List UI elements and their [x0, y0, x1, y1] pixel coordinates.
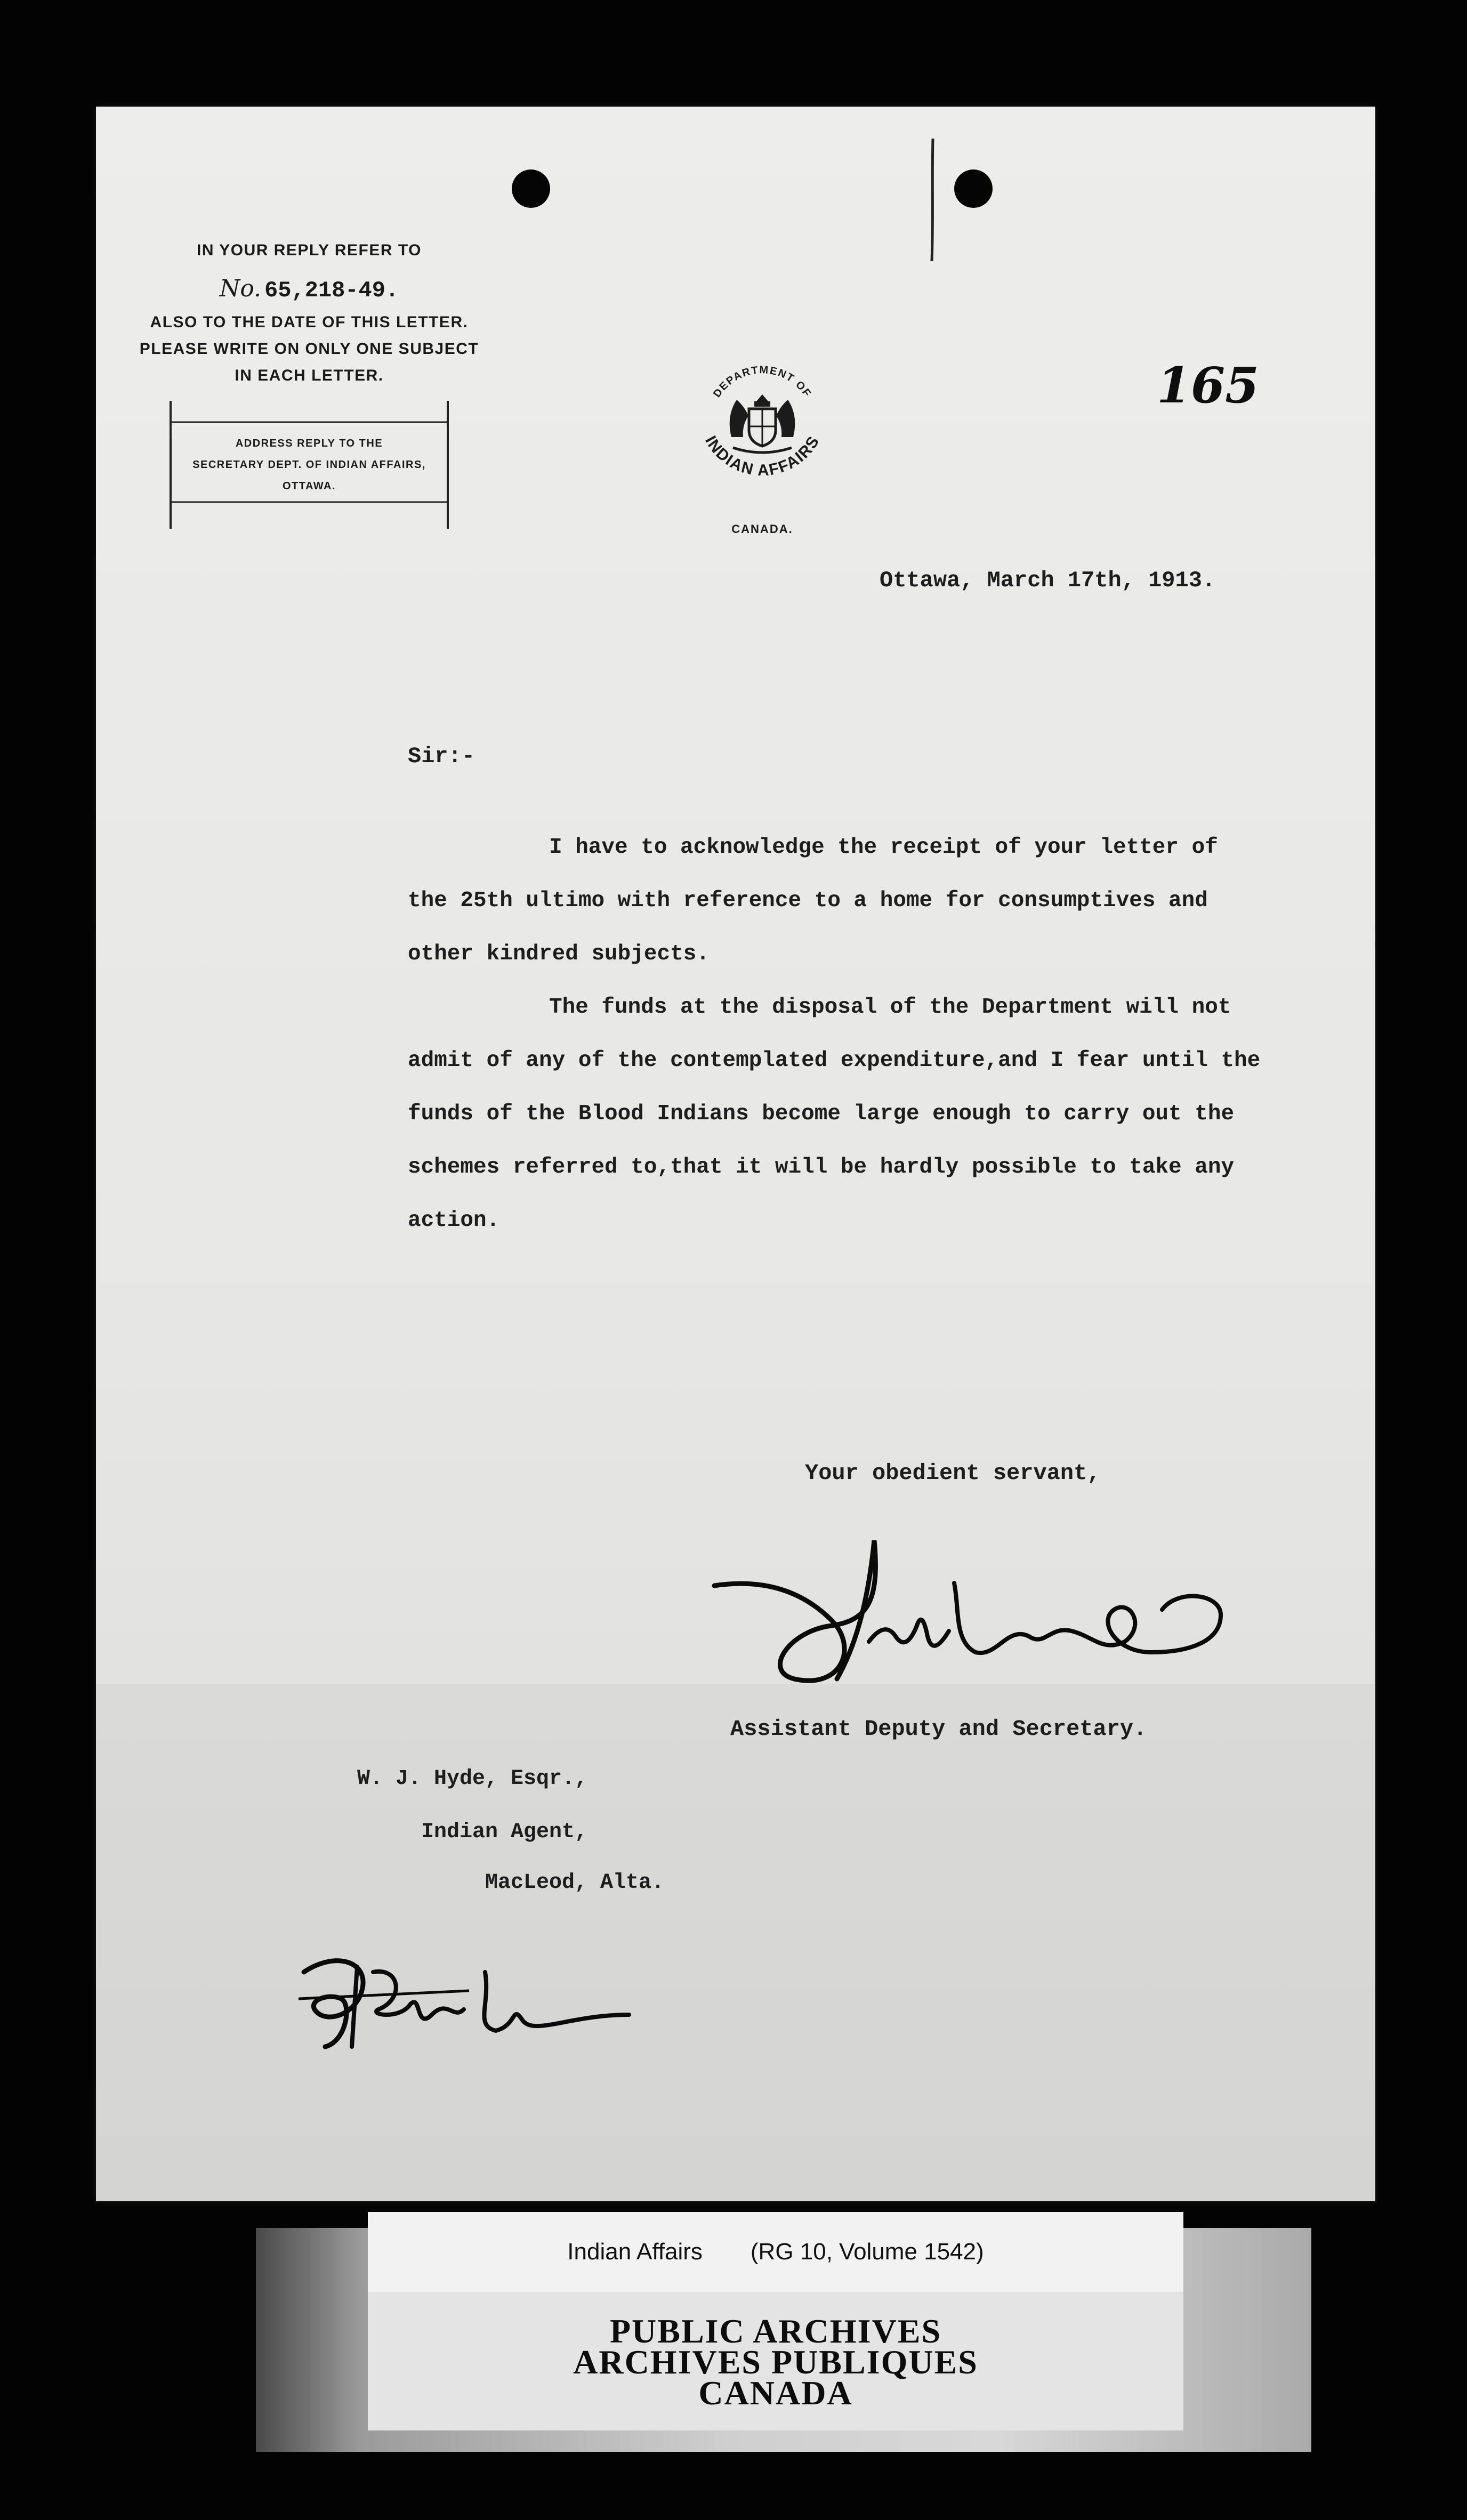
reference-instruction: IN YOUR REPLY REFER TO: [197, 241, 422, 259]
letter-page: [96, 107, 1375, 2201]
reference-block: [139, 237, 480, 529]
crest-arc-text: DEPARTMENT OF: [711, 364, 813, 400]
address-instructions: [165, 433, 453, 497]
letter-date: Ottawa, March 17th, 1913.: [880, 568, 1216, 593]
reference-number-value: 65,218-49.: [264, 278, 399, 303]
crest-main-text: INDIAN AFFAIRS: [702, 432, 824, 480]
addressee-name: W. J. Hyde, Esqr.,: [357, 1767, 588, 1791]
coat-of-arms-icon: [730, 394, 795, 453]
punch-hole-left: [512, 169, 550, 208]
archive-stamp-line-1: PUBLIC ARCHIVES: [609, 2312, 942, 2350]
lower-page-shade: [96, 1684, 1375, 2201]
body-line: schemes referred to,that it will be hardly possible to take any: [408, 1155, 1235, 1180]
salutation: Sir:-: [408, 744, 475, 769]
svg-text:DEPARTMENT OF: [711, 364, 813, 400]
addressee-place: MacLeod, Alta.: [485, 1871, 665, 1895]
address-line-2: SECRETARY DEPT. OF INDIAN AFFAIRS,: [192, 459, 426, 471]
body-line: admit of any of the contemplated expenditure,and I fear until the: [408, 1048, 1261, 1073]
crest-sub-text: CANADA.: [731, 522, 793, 536]
archive-label-card: [368, 2212, 1183, 2292]
signatory-title: Assistant Deputy and Secretary.: [730, 1716, 1147, 1742]
archive-label-text: [368, 2212, 1183, 2292]
reference-prefix: No.: [219, 275, 262, 302]
department-crest: [682, 338, 842, 498]
archive-stamp-line-2: ARCHIVES PUBLIQUES: [573, 2343, 978, 2381]
body-line: action.: [408, 1208, 500, 1233]
folio-number-text: 165: [1157, 357, 1260, 414]
address-box: [165, 401, 453, 529]
reference-number: [139, 270, 480, 309]
body-line: other kindred subjects.: [408, 942, 710, 966]
address-line-3: OTTAWA.: [282, 480, 336, 492]
reference-subject-note-2: IN EACH LETTER.: [235, 367, 384, 384]
archive-volume: (RG 10, Volume 1542): [750, 2239, 984, 2265]
reference-date-note: ALSO TO THE DATE OF THIS LETTER.: [150, 313, 469, 331]
letter-body: [408, 821, 1367, 1247]
reference-subject-note: PLEASE WRITE ON ONLY ONE SUBJECT: [139, 340, 479, 358]
signature-image: [709, 1519, 1242, 1706]
body-line: funds of the Blood Indians become large enough to carry out the: [408, 1102, 1235, 1126]
addressee-title: Indian Agent,: [421, 1820, 588, 1844]
archive-stamp: [368, 2292, 1183, 2430]
folio-number: [1151, 349, 1279, 418]
archive-stamp-line-3: CANADA: [698, 2374, 853, 2412]
punch-hole-right: [954, 169, 993, 208]
address-line-1: ADDRESS REPLY TO THE: [235, 438, 383, 449]
body-line: The funds at the disposal of the Department will not: [549, 995, 1231, 1020]
handwritten-initials: [293, 1940, 640, 2057]
archive-collection: Indian Affairs: [567, 2239, 703, 2265]
pencil-mark: [930, 139, 934, 261]
closing: Your obedient servant,: [805, 1460, 1101, 1486]
body-line: the 25th ultimo with reference to a home for consumptives and: [408, 889, 1208, 913]
body-line: I have to acknowledge the receipt of your letter of: [549, 835, 1218, 860]
